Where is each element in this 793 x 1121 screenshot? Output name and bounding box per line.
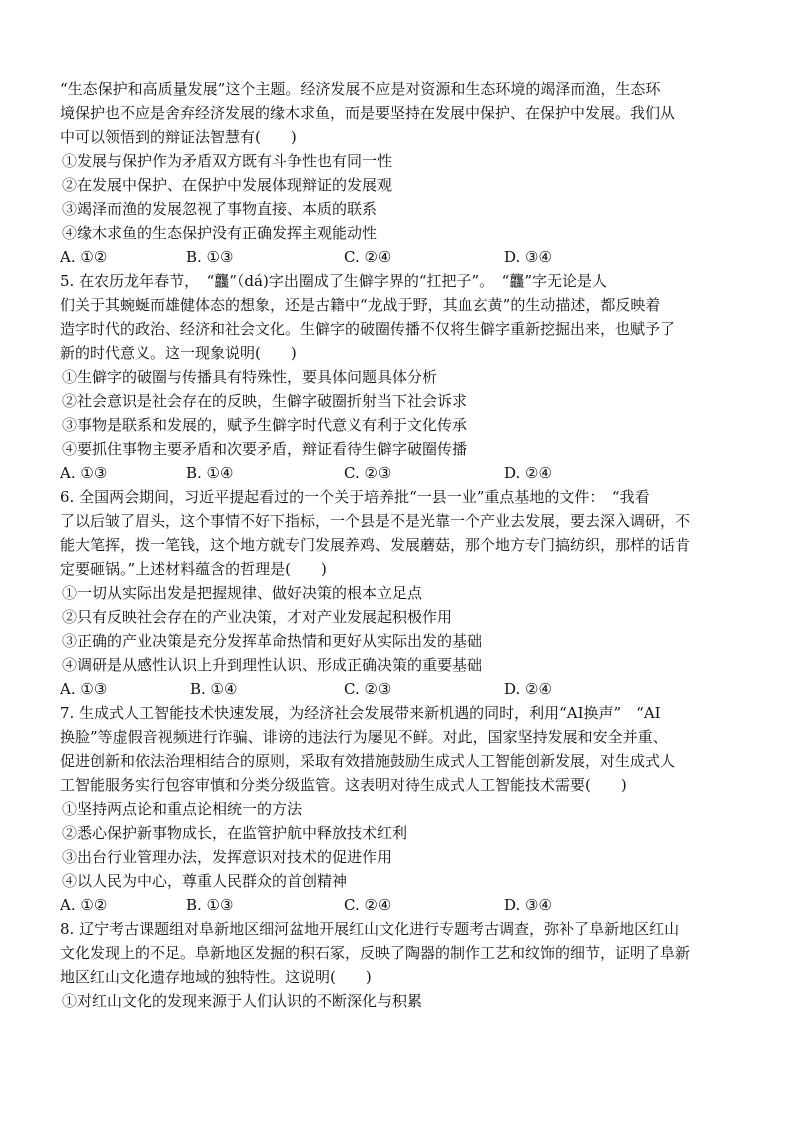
q7-stem-line: 换脸”等虚假音视频进行诈骗、诽谤的违法行为屡见不鲜。对此，国家坚持发展和安全并重、 [60,728,668,746]
q7-statement: ④以人民为中心，尊重人民群众的首创精神 [62,872,348,890]
q6-option-a[interactable]: A. ①③ [60,680,108,698]
q5-stem-line: 新的时代意义。这一现象说明( ) [60,344,297,362]
q5-option-a[interactable]: A. ①③ [60,464,108,482]
q6-stem-line: 6. 全国两会期间，习近平提起看过的一个关于培养批“一县一业”重点基地的文件： “我看 [60,488,650,506]
q5-option-b[interactable]: B. ①④ [186,464,234,482]
q5-statement: ④要抓住事物主要矛盾和次要矛盾，辩证看待生僻字破圈传播 [62,440,468,458]
q5-statement: ①生僻字的破圈与传播具有特殊性，要具体问题具体分析 [62,368,438,386]
q8-statement: ①对红山文化的发现来源于人们认识的不断深化与积累 [62,992,423,1010]
q6-stem-line: 了以后皱了眉头，这个事情不好下指标，一个县是不是光靠一个产业去发展，要去深入调研，不 [60,512,691,530]
q4-stem-line: 中可以领悟到的辩证法智慧有( ) [60,128,297,146]
q6-stem-line: 能大笔挥，拨一笔钱，这个地方就专门发展养鸡、发展蘑菇，那个地方专门搞纺织，那样的话肯 [60,536,691,554]
q7-stem-line: 7. 生成式人工智能技术快速发展，为经济社会发展带来新机遇的同时，利用“AI换声” “AI [60,704,661,722]
q7-stem-line: 促进创新和依法治理相结合的原则，采取有效措施鼓励生成式人工智能创新发展，对生成式人 [60,752,676,770]
q7-statement: ③出台行业管理办法，发挥意识对技术的促进作用 [62,848,393,866]
q6-stem-line: 定要砸锅。”上述材料蕴含的哲理是( ) [60,560,327,578]
q7-option-b[interactable]: B. ①③ [186,896,234,914]
q4-stem-line: “生态保护和高质量发展”这个主题。经济发展不应是对资源和生态环境的竭泽而渔，生态环 [60,80,661,98]
q8-stem-line: 文化发现上的不足。阜新地区发掘的积石冢，反映了陶器的制作工艺和纹饰的细节，证明了阜新 [60,944,691,962]
q7-statement: ②悉心保护新事物成长，在监管护航中释放技术红利 [62,824,408,842]
q6-statement: ④调研是从感性认识上升到理性认识、形成正确决策的重要基础 [62,656,483,674]
q4-statement: ②在发展中保护、在保护中发展体现辩证的发展观 [62,176,393,194]
q7-option-c[interactable]: C. ②④ [344,896,392,914]
q7-option-a[interactable]: A. ①② [60,896,108,914]
q4-stem-line: 境保护也不应是舍弃经济发展的缘木求鱼，而是要坚持在发展中保护、在保护中发展。我们从 [60,104,676,122]
q6-statement: ①一切从实际出发是把握规律、做好决策的根本立足点 [62,584,423,602]
q5-stem-line: 们关于其蜿蜒而雄健体态的想象，还是古籍中“龙战于野，其血玄黄”的生动描述，都反映着 [60,296,661,314]
q6-statement: ②只有反映社会存在的产业决策，才对产业发展起积极作用 [62,608,453,626]
q5-statement: ③事物是联系和发展的，赋予生僻字时代意义有利于文化传承 [62,416,468,434]
q5-statement: ②社会意识是社会存在的反映，生僻字破圈折射当下社会诉求 [62,392,468,410]
q4-statement: ③竭泽而渔的发展忽视了事物直接、本质的联系 [62,200,378,218]
q6-option-c[interactable]: C. ②③ [344,680,392,698]
q6-option-d[interactable]: D. ②④ [504,680,552,698]
q8-stem-line: 8. 辽宁考古课题组对阜新地区细河盆地开展红山文化进行专题考古调查，弥补了阜新地区红山 [60,920,680,938]
q4-option-a[interactable]: A. ①② [60,248,108,266]
q7-stem-line: 工智能服务实行包容审慎和分类分级监管。这表明对待生成式人工智能技术需要( ) [60,776,627,794]
q7-statement: ①坚持两点论和重点论相统一的方法 [62,800,303,818]
q6-option-b[interactable]: B. ①④ [190,680,238,698]
q8-stem-line: 地区红山文化遗存地域的独特性。这说明( ) [60,968,372,986]
q5-option-c[interactable]: C. ②③ [344,464,392,482]
q5-stem-line: 5. 在农历龙年春节， “龘”（dá)字出圈成了生僻字界的“扛把子”。 “龘”字无论是人 [60,272,607,290]
q4-option-d[interactable]: D. ③④ [504,248,552,266]
q6-statement: ③正确的产业决策是充分发挥革命热情和更好从实际出发的基础 [62,632,483,650]
q4-option-b[interactable]: B. ①③ [186,248,234,266]
q7-option-d[interactable]: D. ③④ [504,896,552,914]
q4-statement: ④缘木求鱼的生态保护没有正确发挥主观能动性 [62,224,378,242]
q4-option-c[interactable]: C. ②④ [344,248,392,266]
q4-statement: ①发展与保护作为矛盾双方既有斗争性也有同一性 [62,152,393,170]
q5-stem-line: 造字时代的政治、经济和社会文化。生僻字的破圈传播不仅将生僻字重新挖掘出来，也赋予了 [60,320,676,338]
q5-option-d[interactable]: D. ②④ [504,464,552,482]
